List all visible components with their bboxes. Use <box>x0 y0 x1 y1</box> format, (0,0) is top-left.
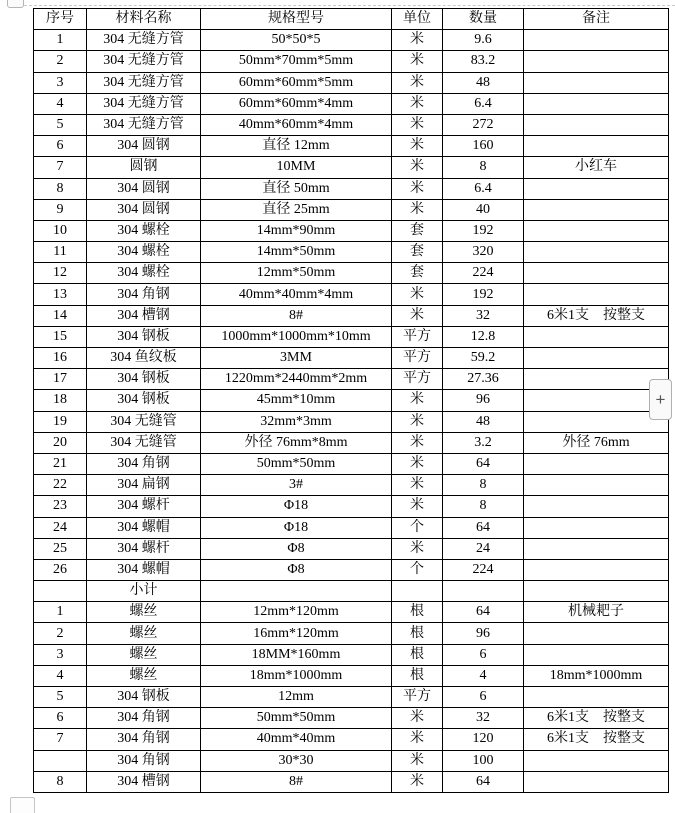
cell-spec[interactable]: 40mm*40mm*4mm <box>201 284 392 305</box>
table-header-row <box>34 9 669 30</box>
header-cell-seq[interactable]: 序号 <box>34 9 87 30</box>
cell-material[interactable]: 304 钢板 <box>87 390 201 411</box>
cell-spec[interactable]: 60mm*60mm*5mm <box>201 72 392 93</box>
cell-spec[interactable]: 12mm <box>201 687 392 708</box>
cell-qty[interactable]: 160 <box>443 136 524 157</box>
cell-note[interactable] <box>524 51 669 72</box>
cell-spec[interactable]: 18MM*160mm <box>201 644 392 665</box>
table-row <box>34 729 669 750</box>
cell-note[interactable] <box>524 623 669 644</box>
cell-spec[interactable]: 1000mm*1000mm*10mm <box>201 326 392 347</box>
bottom-left-handle <box>10 797 35 813</box>
cell-seq[interactable]: 23 <box>34 496 87 517</box>
cell-note[interactable]: 小红车 <box>524 157 669 178</box>
cell-seq[interactable] <box>34 581 87 602</box>
cell-material[interactable]: 304 无缝方管 <box>87 114 201 135</box>
cell-material[interactable]: 螺丝 <box>87 623 201 644</box>
cell-qty[interactable]: 272 <box>443 114 524 135</box>
cell-seq[interactable]: 5 <box>34 114 87 135</box>
cell-material[interactable]: 304 螺帽 <box>87 517 201 538</box>
cell-qty[interactable]: 8 <box>443 475 524 496</box>
cell-qty[interactable]: 59.2 <box>443 348 524 369</box>
table-row <box>34 284 669 305</box>
cell-unit[interactable]: 平方 <box>392 326 443 347</box>
cell-unit[interactable]: 米 <box>392 51 443 72</box>
cell-qty[interactable]: 64 <box>443 517 524 538</box>
table-row <box>34 475 669 496</box>
table-row <box>34 581 669 602</box>
cell-note[interactable] <box>524 284 669 305</box>
cell-material[interactable]: 304 螺栓 <box>87 242 201 263</box>
cell-seq[interactable]: 12 <box>34 263 87 284</box>
cell-spec[interactable]: 16mm*120mm <box>201 623 392 644</box>
cell-material[interactable]: 304 角钢 <box>87 284 201 305</box>
header-cell-unit[interactable]: 单位 <box>392 9 443 30</box>
cell-spec[interactable]: 45mm*10mm <box>201 390 392 411</box>
cell-material[interactable]: 304 无缝管 <box>87 411 201 432</box>
cell-note[interactable]: 6米1支 按整支 <box>524 305 669 326</box>
cell-unit[interactable]: 个 <box>392 517 443 538</box>
cell-material[interactable]: 304 无缝方管 <box>87 51 201 72</box>
table-row <box>34 538 669 559</box>
cell-material[interactable]: 螺丝 <box>87 644 201 665</box>
cell-material[interactable]: 304 无缝管 <box>87 432 201 453</box>
table-row <box>34 199 669 220</box>
table-move-handle-icon[interactable] <box>7 0 24 8</box>
cell-unit[interactable]: 根 <box>392 602 443 623</box>
table-row <box>34 348 669 369</box>
table-row <box>34 220 669 241</box>
cell-qty[interactable]: 120 <box>443 729 524 750</box>
cell-material[interactable]: 圆钢 <box>87 157 201 178</box>
cell-qty[interactable]: 64 <box>443 453 524 474</box>
cell-material[interactable]: 304 角钢 <box>87 708 201 729</box>
cell-unit[interactable]: 米 <box>392 750 443 771</box>
cell-qty[interactable]: 32 <box>443 708 524 729</box>
cell-note[interactable] <box>524 30 669 51</box>
cell-material[interactable]: 304 无缝方管 <box>87 93 201 114</box>
cell-material[interactable]: 304 角钢 <box>87 750 201 771</box>
cell-qty[interactable]: 8 <box>443 496 524 517</box>
cell-note[interactable] <box>524 348 669 369</box>
materials-table-body <box>34 30 669 793</box>
cell-seq[interactable]: 3 <box>34 72 87 93</box>
cell-qty[interactable]: 64 <box>443 771 524 792</box>
table-row <box>34 93 669 114</box>
cell-qty[interactable]: 8 <box>443 157 524 178</box>
cell-unit[interactable]: 米 <box>392 30 443 51</box>
cell-spec[interactable]: 8# <box>201 305 392 326</box>
cell-material[interactable]: 304 无缝方管 <box>87 30 201 51</box>
cell-seq[interactable]: 22 <box>34 475 87 496</box>
cell-material[interactable]: 304 螺杆 <box>87 538 201 559</box>
cell-seq[interactable]: 19 <box>34 411 87 432</box>
cell-qty[interactable]: 6 <box>443 687 524 708</box>
cell-unit[interactable]: 平方 <box>392 687 443 708</box>
cell-qty[interactable]: 64 <box>443 602 524 623</box>
cell-qty[interactable]: 32 <box>443 305 524 326</box>
cell-note[interactable]: 机械耙子 <box>524 602 669 623</box>
cell-qty[interactable]: 48 <box>443 411 524 432</box>
table-row <box>34 708 669 729</box>
cell-unit[interactable]: 米 <box>392 771 443 792</box>
table-row <box>34 602 669 623</box>
cell-material[interactable]: 304 钢板 <box>87 687 201 708</box>
cell-note[interactable] <box>524 93 669 114</box>
cell-unit[interactable]: 米 <box>392 496 443 517</box>
cell-spec[interactable]: 12mm*50mm <box>201 263 392 284</box>
cell-spec[interactable]: 12mm*120mm <box>201 602 392 623</box>
cell-qty[interactable]: 96 <box>443 390 524 411</box>
cell-material[interactable]: 304 钢板 <box>87 369 201 390</box>
cell-note[interactable] <box>524 559 669 580</box>
table-row <box>34 559 669 580</box>
cell-seq[interactable]: 21 <box>34 453 87 474</box>
cell-note[interactable] <box>524 644 669 665</box>
cell-note[interactable] <box>524 242 669 263</box>
cell-spec[interactable] <box>201 581 392 602</box>
cell-unit[interactable]: 米 <box>392 93 443 114</box>
cell-note[interactable]: 6米1支 按整支 <box>524 708 669 729</box>
cell-material[interactable]: 304 圆钢 <box>87 136 201 157</box>
cell-note[interactable] <box>524 475 669 496</box>
cell-material[interactable]: 304 扁钢 <box>87 475 201 496</box>
cell-seq[interactable]: 3 <box>34 644 87 665</box>
cell-qty[interactable]: 192 <box>443 284 524 305</box>
cell-spec[interactable]: 14mm*50mm <box>201 242 392 263</box>
table-row <box>34 665 669 686</box>
table-row <box>34 623 669 644</box>
cell-material[interactable]: 304 圆钢 <box>87 199 201 220</box>
cell-spec[interactable]: 直径 12mm <box>201 136 392 157</box>
cell-seq[interactable]: 2 <box>34 623 87 644</box>
cell-qty[interactable]: 224 <box>443 263 524 284</box>
cell-material[interactable]: 304 无缝方管 <box>87 72 201 93</box>
cell-qty[interactable]: 48 <box>443 72 524 93</box>
table-row <box>34 136 669 157</box>
cell-seq[interactable]: 24 <box>34 517 87 538</box>
cell-unit[interactable]: 米 <box>392 305 443 326</box>
cell-spec[interactable]: 50mm*50mm <box>201 453 392 474</box>
cell-seq[interactable]: 14 <box>34 305 87 326</box>
cell-unit[interactable]: 米 <box>392 72 443 93</box>
cell-unit[interactable]: 根 <box>392 665 443 686</box>
table-row <box>34 263 669 284</box>
cell-seq[interactable]: 13 <box>34 284 87 305</box>
cell-unit[interactable]: 米 <box>392 114 443 135</box>
cell-material[interactable]: 304 角钢 <box>87 453 201 474</box>
cell-spec[interactable]: 3MM <box>201 348 392 369</box>
cell-spec[interactable]: 14mm*90mm <box>201 220 392 241</box>
cell-unit[interactable]: 米 <box>392 136 443 157</box>
cell-spec[interactable]: 30*30 <box>201 750 392 771</box>
cell-unit[interactable]: 根 <box>392 623 443 644</box>
cell-seq[interactable]: 10 <box>34 220 87 241</box>
cell-qty[interactable]: 96 <box>443 623 524 644</box>
cell-material[interactable]: 螺丝 <box>87 665 201 686</box>
cell-qty[interactable]: 27.36 <box>443 369 524 390</box>
cell-unit[interactable]: 米 <box>392 390 443 411</box>
cell-note[interactable] <box>524 771 669 792</box>
cell-unit[interactable]: 米 <box>392 411 443 432</box>
table-row <box>34 30 669 51</box>
table-row <box>34 771 669 792</box>
cell-qty[interactable]: 6.4 <box>443 178 524 199</box>
cell-material[interactable]: 螺丝 <box>87 602 201 623</box>
cell-qty[interactable]: 6 <box>443 644 524 665</box>
cell-qty[interactable]: 3.2 <box>443 432 524 453</box>
cell-note[interactable] <box>524 136 669 157</box>
cell-seq[interactable]: 26 <box>34 559 87 580</box>
cell-unit[interactable]: 米 <box>392 729 443 750</box>
cell-seq[interactable]: 4 <box>34 93 87 114</box>
table-row <box>34 326 669 347</box>
cell-note[interactable] <box>524 369 669 390</box>
cell-unit[interactable]: 个 <box>392 559 443 580</box>
cell-material[interactable]: 304 螺栓 <box>87 263 201 284</box>
cell-note[interactable]: 18mm*1000mm <box>524 665 669 686</box>
cell-note[interactable] <box>524 687 669 708</box>
cell-unit[interactable]: 套 <box>392 220 443 241</box>
cell-unit[interactable]: 米 <box>392 199 443 220</box>
cell-spec[interactable]: 3# <box>201 475 392 496</box>
cell-spec[interactable]: Φ8 <box>201 559 392 580</box>
cell-spec[interactable]: 1220mm*2440mm*2mm <box>201 369 392 390</box>
table-row <box>34 644 669 665</box>
cell-note[interactable] <box>524 538 669 559</box>
table-row <box>34 305 669 326</box>
cell-seq[interactable]: 18 <box>34 390 87 411</box>
cell-spec[interactable]: Φ18 <box>201 496 392 517</box>
header-cell-note[interactable]: 备注 <box>524 9 669 30</box>
cell-seq[interactable]: 8 <box>34 178 87 199</box>
cell-note[interactable] <box>524 178 669 199</box>
cell-material[interactable]: 304 螺栓 <box>87 220 201 241</box>
cell-unit[interactable]: 平方 <box>392 348 443 369</box>
cell-unit[interactable]: 米 <box>392 157 443 178</box>
cell-qty[interactable]: 320 <box>443 242 524 263</box>
cell-unit[interactable]: 根 <box>392 644 443 665</box>
cell-seq[interactable]: 17 <box>34 369 87 390</box>
cell-spec[interactable]: 直径 25mm <box>201 199 392 220</box>
cell-material[interactable]: 304 螺帽 <box>87 559 201 580</box>
cell-unit[interactable]: 米 <box>392 178 443 199</box>
cell-spec[interactable]: Φ18 <box>201 517 392 538</box>
insert-plus-button[interactable] <box>649 379 672 420</box>
cell-seq[interactable]: 20 <box>34 432 87 453</box>
cell-qty[interactable]: 12.8 <box>443 326 524 347</box>
cell-note[interactable]: 6米1支 按整支 <box>524 729 669 750</box>
cell-qty[interactable]: 4 <box>443 665 524 686</box>
cell-seq[interactable]: 1 <box>34 30 87 51</box>
cell-qty[interactable] <box>443 581 524 602</box>
cell-spec[interactable]: 40mm*40mm <box>201 729 392 750</box>
cell-spec[interactable]: 外径 76mm*8mm <box>201 432 392 453</box>
cell-unit[interactable]: 米 <box>392 475 443 496</box>
cell-seq[interactable]: 7 <box>34 729 87 750</box>
cell-qty[interactable]: 83.2 <box>443 51 524 72</box>
cell-spec[interactable]: Φ8 <box>201 538 392 559</box>
cell-spec[interactable]: 32mm*3mm <box>201 411 392 432</box>
table-row <box>34 178 669 199</box>
cell-note[interactable] <box>524 517 669 538</box>
cell-seq[interactable]: 6 <box>34 136 87 157</box>
table-row <box>34 687 669 708</box>
table-row <box>34 242 669 263</box>
cell-spec[interactable]: 50mm*50mm <box>201 708 392 729</box>
table-row <box>34 750 669 771</box>
cell-seq[interactable]: 16 <box>34 348 87 369</box>
table-row <box>34 114 669 135</box>
header-cell-spec[interactable]: 规格型号 <box>201 9 392 30</box>
cell-material[interactable]: 304 槽钢 <box>87 305 201 326</box>
cell-seq[interactable]: 15 <box>34 326 87 347</box>
cell-note[interactable] <box>524 411 669 432</box>
cell-unit[interactable]: 套 <box>392 242 443 263</box>
cell-note[interactable] <box>524 199 669 220</box>
cell-unit[interactable]: 套 <box>392 263 443 284</box>
cell-note[interactable] <box>524 72 669 93</box>
cell-note[interactable] <box>524 750 669 771</box>
cell-qty[interactable]: 192 <box>443 220 524 241</box>
cell-seq[interactable]: 2 <box>34 51 87 72</box>
materials-table <box>33 8 669 793</box>
cell-seq[interactable]: 4 <box>34 665 87 686</box>
table-row <box>34 453 669 474</box>
table-row <box>34 157 669 178</box>
cell-qty[interactable]: 100 <box>443 750 524 771</box>
cell-spec[interactable]: 直径 50mm <box>201 178 392 199</box>
cell-note[interactable] <box>524 263 669 284</box>
cell-note[interactable] <box>524 326 669 347</box>
cell-note[interactable] <box>524 581 669 602</box>
table-row <box>34 390 669 411</box>
cell-spec[interactable]: 40mm*60mm*4mm <box>201 114 392 135</box>
cell-spec[interactable]: 60mm*60mm*4mm <box>201 93 392 114</box>
header-cell-qty[interactable]: 数量 <box>443 9 524 30</box>
cell-spec[interactable]: 50*50*5 <box>201 30 392 51</box>
table-row <box>34 432 669 453</box>
cell-material[interactable]: 304 螺杆 <box>87 496 201 517</box>
cell-qty[interactable]: 224 <box>443 559 524 580</box>
cell-note[interactable] <box>524 496 669 517</box>
cell-unit[interactable]: 米 <box>392 538 443 559</box>
cell-unit[interactable]: 米 <box>392 708 443 729</box>
cell-note[interactable] <box>524 453 669 474</box>
table-row <box>34 51 669 72</box>
cell-unit[interactable]: 米 <box>392 432 443 453</box>
cell-note[interactable] <box>524 114 669 135</box>
cell-material[interactable]: 304 鱼纹板 <box>87 348 201 369</box>
table-row <box>34 369 669 390</box>
plus-icon: + <box>655 389 666 409</box>
table-row <box>34 411 669 432</box>
cell-material[interactable]: 304 圆钢 <box>87 178 201 199</box>
cell-seq[interactable]: 7 <box>34 157 87 178</box>
cell-material[interactable]: 小计 <box>87 581 201 602</box>
cell-material[interactable]: 304 槽钢 <box>87 771 201 792</box>
cell-material[interactable]: 304 钢板 <box>87 326 201 347</box>
cell-seq[interactable]: 5 <box>34 687 87 708</box>
cell-note[interactable] <box>524 220 669 241</box>
cell-seq[interactable]: 11 <box>34 242 87 263</box>
cell-seq[interactable]: 9 <box>34 199 87 220</box>
cell-qty[interactable]: 24 <box>443 538 524 559</box>
table-row <box>34 496 669 517</box>
cell-spec[interactable]: 10MM <box>201 157 392 178</box>
header-cell-material[interactable]: 材料名称 <box>87 9 201 30</box>
cell-spec[interactable]: 18mm*1000mm <box>201 665 392 686</box>
table-row <box>34 72 669 93</box>
cell-qty[interactable]: 6.4 <box>443 93 524 114</box>
page-boundary-dashed-line <box>24 5 675 6</box>
cell-seq[interactable]: 6 <box>34 708 87 729</box>
table-row <box>34 517 669 538</box>
cell-unit[interactable]: 米 <box>392 453 443 474</box>
cell-unit[interactable] <box>392 581 443 602</box>
cell-seq[interactable]: 1 <box>34 602 87 623</box>
cell-qty[interactable]: 9.6 <box>443 30 524 51</box>
cell-material[interactable]: 304 角钢 <box>87 729 201 750</box>
cell-seq[interactable]: 25 <box>34 538 87 559</box>
cell-unit[interactable]: 米 <box>392 284 443 305</box>
cell-unit[interactable]: 平方 <box>392 369 443 390</box>
cell-seq[interactable]: 8 <box>34 771 87 792</box>
cell-note[interactable]: 外径 76mm <box>524 432 669 453</box>
cell-qty[interactable]: 40 <box>443 199 524 220</box>
cell-note[interactable] <box>524 390 669 411</box>
cell-spec[interactable]: 50mm*70mm*5mm <box>201 51 392 72</box>
cell-seq[interactable] <box>34 750 87 771</box>
cell-spec[interactable]: 8# <box>201 771 392 792</box>
